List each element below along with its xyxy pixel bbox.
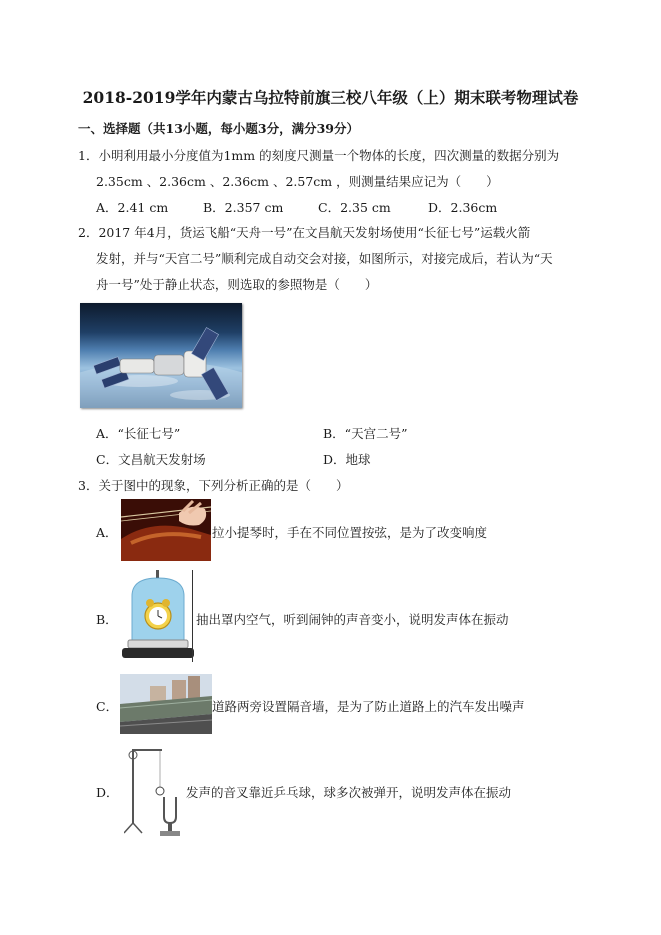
- q1-option-a: A．2.41 cm: [96, 200, 169, 215]
- q1-option-b: B．2.357 cm: [203, 200, 284, 215]
- q3-option-a-letter: A．: [96, 525, 118, 540]
- q3-stem: 3．关于图中的现象，下列分析正确的是（ ）: [78, 478, 349, 493]
- q3-option-c-text: 道路两旁设置隔音墙，是为了防止道路上的汽车发出噪声: [212, 699, 525, 714]
- space-station-docking-photo: [80, 303, 242, 408]
- section-heading: 一、选择题（共13小题，每小题3分，满分39分）: [78, 121, 359, 136]
- tuning-fork-pingpong-diagram: [124, 743, 186, 837]
- q2-stem-line1: 2．2017 年4月，货运飞船“天舟一号”在文昌航天发射场使用“长征七号”运载火箭: [78, 225, 531, 240]
- q2-option-d: D．地球: [323, 452, 371, 467]
- q1-option-d: D．2.36cm: [428, 200, 498, 215]
- bell-jar-alarm-clock-photo: [120, 570, 196, 662]
- q3-option-b-text: 抽出罩内空气，听到闹钟的声音变小，说明发声体在振动: [196, 612, 509, 627]
- q3-option-d-letter: D．: [96, 785, 119, 800]
- q2-stem-line2: 发射，并与“天宫二号”顺利完成自动交会对接，如图所示，对接完成后，若认为“天: [96, 251, 553, 266]
- violin-playing-photo: [121, 499, 211, 561]
- sound-barrier-wall-photo: [120, 674, 212, 734]
- q3-option-d-text: 发声的音叉靠近乒乓球，球多次被弹开，说明发声体在振动: [186, 785, 512, 800]
- q3-option-a-text: 拉小提琴时，手在不同位置按弦，是为了改变响度: [212, 525, 488, 540]
- q2-option-b: B．“天宫二号”: [323, 426, 408, 441]
- q1-stem-line2: 2.35cm 、2.36cm 、2.36cm 、2.57cm ，则测量结果应记为（ ）: [96, 174, 499, 189]
- image-border-line: [192, 570, 193, 662]
- q2-option-c: C．文昌航天发射场: [96, 452, 206, 467]
- q1-stem-line1: 1．小明利用最小分度值为1mm 的刻度尺测量一个物体的长度，四次测量的数据分别为: [78, 148, 560, 163]
- q2-stem-line3: 舟一号”处于静止状态，则选取的参照物是（ ）: [96, 277, 378, 292]
- q2-option-a: A．“长征七号”: [96, 426, 181, 441]
- q1-option-c: C．2.35 cm: [318, 200, 391, 215]
- page-title: 2018-2019学年内蒙古乌拉特前旗三校八年级（上）期末联考物理试卷: [82, 88, 579, 107]
- q3-option-c-letter: C．: [96, 699, 119, 714]
- q3-option-b-letter: B．: [96, 612, 118, 627]
